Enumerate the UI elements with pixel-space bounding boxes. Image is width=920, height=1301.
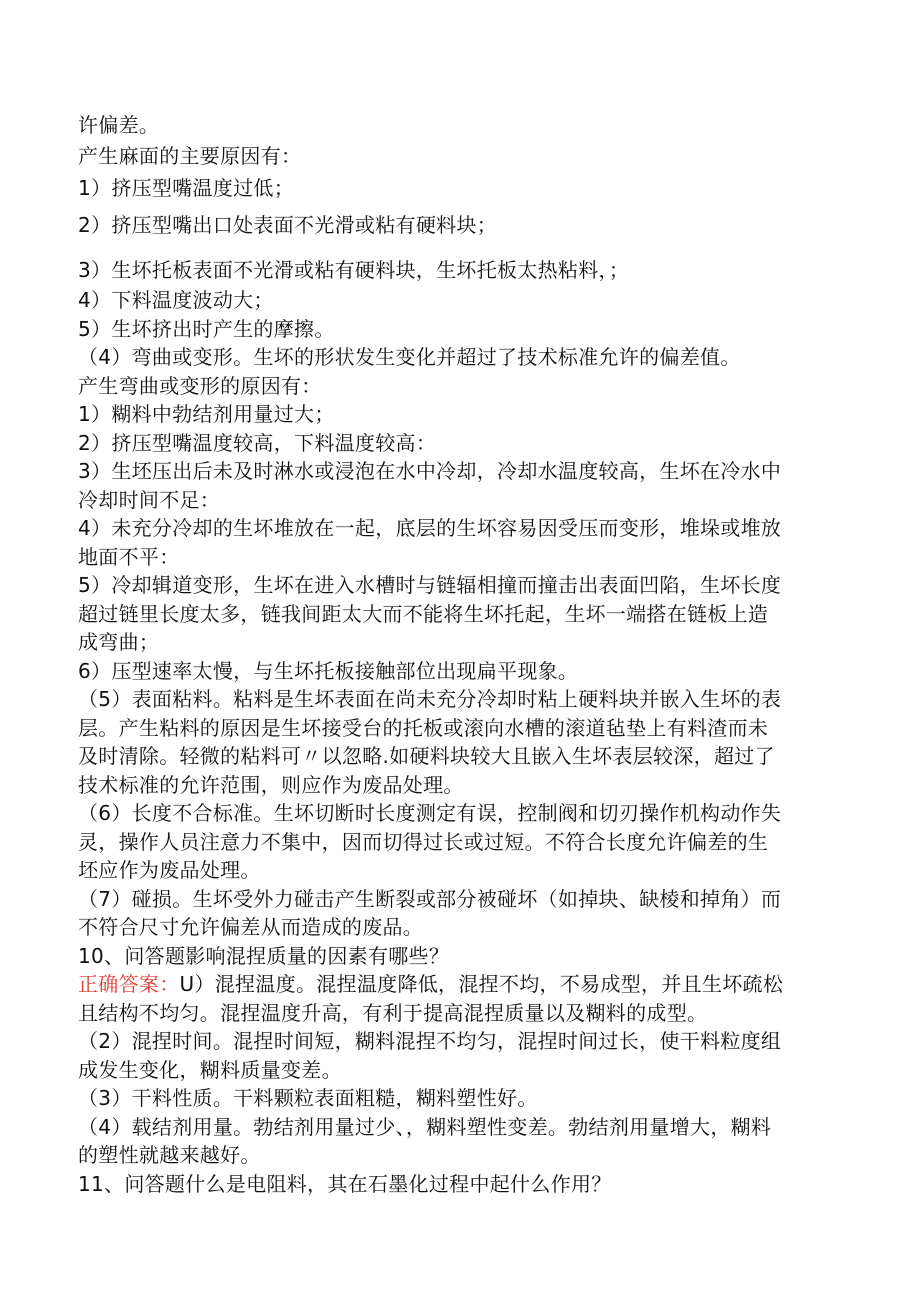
text-line: 成弯曲； [78, 630, 160, 654]
text-line: 的塑性就越来越好。 [78, 1143, 261, 1167]
text-line: 产生麻面的主要原因有： [78, 144, 302, 168]
text-line: 地面不平： [78, 545, 180, 569]
text-line: 及时清除。轻微的粘料可〃以忽略.如硬料块较大且嵌入生坏表层较深，超过了 [78, 744, 775, 768]
text-line: 超过链里长度太多，链我间距太大而不能将生坏托起，生坏一端搭在链板上造 [78, 602, 769, 626]
text-line: 冷却时间不足： [78, 488, 221, 512]
text-line: （4）弯曲或变形。生坏的形状发生变化并超过了技术标准允许的偏差值。 [78, 345, 741, 369]
text-line: 成发生变化，糊料质量变差。 [78, 1058, 342, 1082]
text-line: 5）冷却辑道变形，生坏在进入水槽时与链辐相撞而撞击出表面凹陷，生坏长度 [78, 573, 782, 597]
text-line: 层。产生粘料的原因是生坏接受台的托板或滚向水槽的滚道毡垫上有料渣而未 [78, 716, 769, 740]
text-line: 1）挤压型嘴温度过低； [78, 176, 295, 200]
text-line: 坯应作为废品处理。 [78, 858, 261, 882]
text-line: 3）生坏托板表面不光滑或粘有硬料块，生坏托板太热粘料，； [78, 258, 630, 282]
text-line: 4）未充分冷却的生坏堆放在一起，底层的生坏容易因受压而变形，堆垛或堆放 [78, 516, 782, 540]
text-line: 技术标准的允许范围，则应作为废品处理。 [78, 773, 464, 797]
question-10: 10、问答题影响混捏质量的因素有哪些？ [78, 944, 450, 968]
text-line: 3）生坯压出后未及时淋水或浸泡在水中冷却，冷却水温度较高，生坏在冷水中 [78, 459, 782, 483]
text-line: 许偏差。 [78, 113, 160, 137]
text-line: 不符合尺寸允许偏差从而造成的废品。 [78, 915, 424, 939]
text-line: 产生弯曲或变形的原因有： [78, 374, 322, 398]
text-line: （5）表面粘料。粘料是生坏表面在尚未充分冷却时粘上硬料块并嵌入生坏的表 [78, 687, 782, 711]
question-11: 11、问答题什么是电阻料，其在石墨化过程中起什么作用？ [78, 1172, 612, 1196]
text-line: （6）长度不合标准。生坏切断时长度测定有误，控制阀和切刃操作机构动作失 [78, 801, 782, 825]
text-line: 2）挤压型嘴出口处表面不光滑或粘有硬料块； [78, 213, 498, 237]
text-line: 6）压型速率太慢，与生坏托板接触部位出现扁平现象。 [78, 659, 579, 683]
text-line: 5）生坏挤出时产生的摩擦。 [78, 317, 335, 341]
text-line: 且结构不均匀。混捏温度升高，有利于提高混捏质量以及糊料的成型。 [78, 1001, 708, 1025]
text-line: 灵，操作人员注意力不集中，因而切得过长或过短。不符合长度允许偏差的生 [78, 830, 769, 854]
text-line: （3）干料性质。干料颗粒表面粗糙，糊料塑性好。 [78, 1086, 538, 1110]
text-line: 1）糊料中勃结剂用量过大； [78, 402, 335, 426]
text-line: （7）碰损。生坏受外力碰击产生断裂或部分被碰坏（如掉块、缺棱和掉角）而 [78, 887, 782, 911]
answer-label: 正确答案： [78, 972, 180, 996]
text-line: 2）挤压型嘴温度较高，下料温度较高： [78, 431, 437, 455]
text-line: （4）载结剂用量。勃结剂用量过少、，糊料塑性变差。勃结剂用量增大，糊料 [78, 1115, 772, 1139]
answer-text: U）混捏温度。混捏温度降低，混捏不均，不易成型，并且生坏疏松 [179, 972, 784, 996]
text-line: 4）下料温度波动大； [78, 288, 274, 312]
text-line: （2）混捏时间。混捏时间短，糊料混捏不均匀，混捏时间过长，使干料粒度组 [78, 1029, 782, 1053]
answer-line [78, 971, 838, 997]
